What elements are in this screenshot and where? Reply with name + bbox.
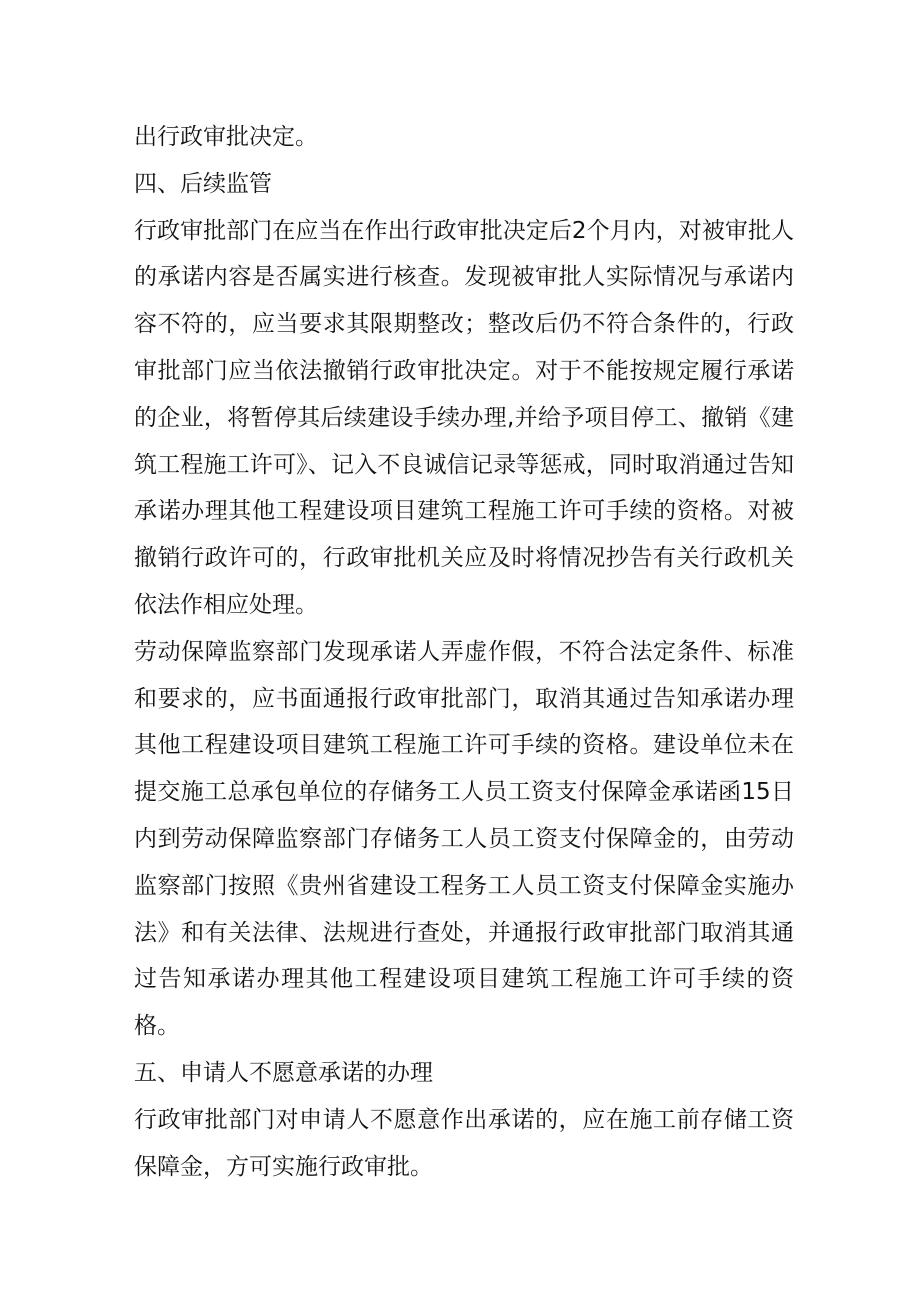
paragraph-no-commitment: 行政审批部门对申请人不愿意作出承诺的，应在施工前存储工资保障金，方可实施行政审批。 [134,1106,794,1180]
section-heading-5: 五、申请人不愿意承诺的办理 [134,1059,433,1086]
document-body [134,114,794,1190]
paragraph-continuation: 出行政审批决定。 [134,124,318,150]
paragraph-labor-inspection: 劳动保障监察部门发现承诺人弄虚作假，不符合法定条件、标准和要求的，应书面通报行政审批部门，取消其通过告知承诺办理其他工程建设项目建筑工程施工许可手续的资格。建设单位未在提交施工总承包单位的存储务工人员工资支付保障金承诺函15日内到劳动保障监察部门存储务工人员工资支付保障金的，由劳动监察部门按照《贵州省建设工程务工人员工资支付保障金实施办法》和有关法律、法规进行查处，并通报行政审批部门取消其通过告知承诺办理其他工程建设项目建筑工程施工许可手续的资格。 [134,638,794,1040]
section-heading-4: 四、后续监管 [134,170,272,197]
paragraph-follow-up-supervision: 行政审批部门在应当在作出行政审批决定后2个月内，对被审批人的承诺内容是否属实进行核查。发现被审批人实际情况与承诺内容不符的，应当要求其限期整改；整改后仍不符合条件的，行政审批部门应当依法撤销行政审批决定。对于不能按规定履行承诺的企业，将暂停其后续建设手续办理,并给予项目停工、撤销《建筑工程施工许可》、记入不良诚信记录等惩戒，同时取消通过告知承诺办理其他工程建设项目建筑工程施工许可手续的资格。对被撤销行政许可的，行政审批机关应及时将情况抄告有关行政机关依法作相应处理。 [134,217,794,618]
